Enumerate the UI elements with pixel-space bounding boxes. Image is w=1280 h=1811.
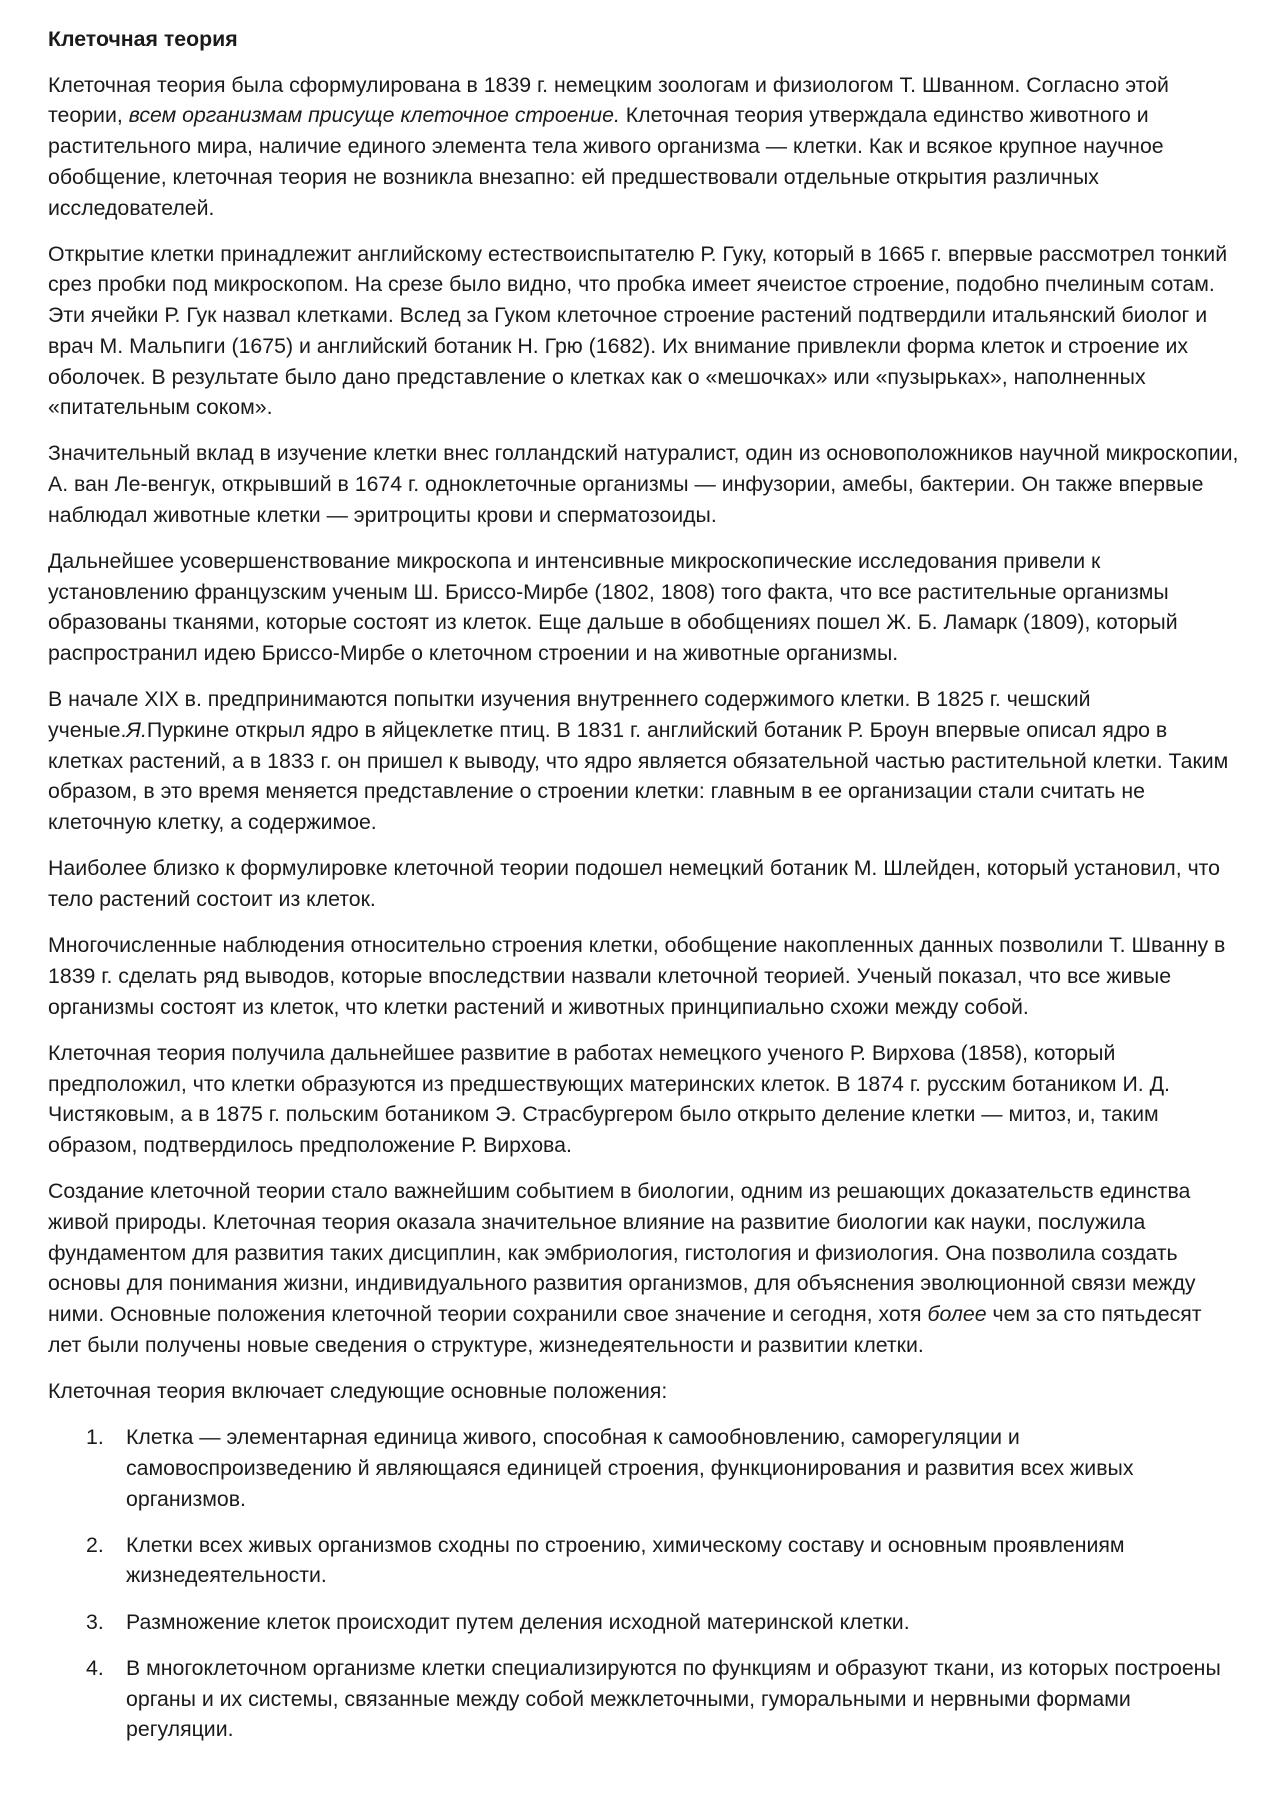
paragraph-3: Значительный вклад в изучение клетки внес голландский натуралист, один из основоположников научной микроскопии, А. ван Ле-венгук, открывший в 1674 г. одноклеточные организмы — инфузории, амебы, бактерии. Он также впервые наблюдал животные клетки — эритроциты крови и сперматозоиды. <box>48 441 1239 527</box>
list-item-text: Клетки всех живых организмов сходны по строению, химическому составу и основным проявлениям жизнедеятельности. <box>126 1532 1125 1588</box>
paragraph-9 <box>48 1176 1240 1360</box>
paragraph-6: Наиболее близко к формулировке клеточной теории подошел немецкий ботаник М. Шлейден, который установил, что тело растений состоит из клеток. <box>48 856 1221 912</box>
list-item-text: Клетка — элементарная единица живого, способная к самообновлению, саморегуляции и самовоспроизведению й являющаяся единицей строения, функционирования и развития всех живых организмов. <box>126 1425 1134 1511</box>
paragraph-9-emphasis: более <box>927 1302 987 1327</box>
paragraph-1-emphasis: всем организмам присуще клеточное строение. <box>128 103 620 128</box>
list-item-number: 2. <box>86 1532 104 1557</box>
paragraph-7: Многочисленные наблюдения относительно строения клетки, обобщение накопленных данных позволили Т. Шванну в 1839 г. сделать ряд выводов, которые впоследствии назвали клеточной теорией. Ученый показал, что все живые организмы состоят из клеток, что клетки растений и животных принципиально схожи между собой. <box>48 933 1226 1019</box>
paragraph-5-emphasis: Я. <box>126 718 147 743</box>
list-item-text: В многоклеточном организме клетки специализируются по функциям и образуют ткани, из которых построены органы и их системы, связанные между собой межклеточными, гуморальными и нервными формами регуляции. <box>126 1655 1221 1742</box>
paragraph-8: Клеточная теория получила дальнейшее развитие в работах немецкого ученого Р. Вирхова (1858), который предположил, что клетки образуются из предшествующих материнских клеток. В 1874 г. русским ботаником И. Д. Чистяковым, а в 1875 г. польским ботаником Э. Страсбургером было открыто деление клетки — митоз, и, таким образом, подтвердилось предположение Р. Вирхова. <box>48 1040 1170 1157</box>
paragraph-9-text-a: Создание клеточной теории стало важнейшим событием в биологии, одним из решающих доказательств единства живой природы. Клеточная теория оказала значительное влияние на развитие биологии как науки, послужила фундаментом для развития таких дисциплин, как эмбриология, гистология и физиология. Она позволила создать основы для понимания жизни, индивидуального развития организмов, для объяснения эволюционной связи между ними. Основные положения клеточной теории сохранили свое значение и сегодня, хотя <box>48 1179 1196 1327</box>
document-title: Клеточная теория <box>48 27 238 51</box>
list-item <box>48 1607 1240 1638</box>
paragraph-1-text-b: Клеточная теория утверждала единство животного и растительного мира, наличие единого элемента тела живого организма — клетки. Как и всякое крупное научное обобщение, клеточная теория не возникла внезапно: ей предшествовали отдельные открытия различных исследователей. <box>48 103 1164 220</box>
paragraph-4: Дальнейшее усовершенствование микроскопа и интенсивные микроскопические исследования привели к установлению французским ученым Ш. Бриссо-Мирбе (1802, 1808) того факта, что все растительные организмы образованы тканями, которые состоят из клеток. Еще дальше в обобщениях пошел Ж. Б. Ламарк (1809), который распространил идею Бриссо-Мирбе о клеточном строении и на животные организмы. <box>48 549 1178 666</box>
list-item-number: 3. <box>86 1609 104 1634</box>
document-page <box>48 24 1240 1760</box>
paragraph-5-text-b: Пуркине открыл ядро в яйцеклетке птиц. В 1831 г. английский ботаник Р. Броун впервые описал ядро в клетках растений, а в 1833 г. он пришел к выводу, что ядро является обязательной частью растительной клетки. Таким образом, в это время меняется представление о строении клетки: главным в ее организации стали считать не клеточную клетку, а содержимое. <box>48 718 1229 835</box>
paragraph-9-text-b: чем за сто пятьдесят лет были получены новые сведения о структуре, жизнедеятельности и развитии клетки. <box>48 1302 1202 1357</box>
paragraph-2: Открытие клетки принадлежит английскому естествоиспытателю Р. Гуку, который в 1665 г. впервые рассмотрел тонкий срез пробки под микроскопом. На срезе было видно, что пробка имеет ячеистое строение, подобно пчелиным сотам. Эти ячейки Р. Гук назвал клетками. Вслед за Гуком клеточное строение растений подтвердили итальянский биолог и врач М. Мальпиги (1675) и английский ботаник Н. Грю (1682). Их внимание привлекли форма клеток и строение их оболочек. В результате было дано представление о клетках как о «мешочках» или «пузырьках», наполненных «питательным соком». <box>48 241 1228 420</box>
paragraph-1-text-a: Клеточная теория была сформулирована в 1839 г. немецким зоологам и физиологом Т. Шванном. Согласно этой теории, <box>48 72 1169 128</box>
list-item-number: 4. <box>86 1655 104 1680</box>
list-item <box>48 1653 1240 1745</box>
list-item-text: Размножение клеток происходит путем деления исходной материнской клетки. <box>126 1609 910 1634</box>
list-item <box>48 1530 1240 1591</box>
list-item <box>48 1422 1240 1514</box>
paragraph-5-text-a: В начале XIX в. предпринимаются попытки изучения внутреннего содержимого клетки. В 1825 г. чешский ученые. <box>48 687 1091 743</box>
theory-postulates-list <box>48 1422 1240 1745</box>
list-item-number: 1. <box>86 1425 104 1450</box>
paragraph-1 <box>48 70 1240 224</box>
paragraph-10: Клеточная теория включает следующие основные положения: <box>48 1378 668 1403</box>
paragraph-5 <box>48 684 1240 838</box>
